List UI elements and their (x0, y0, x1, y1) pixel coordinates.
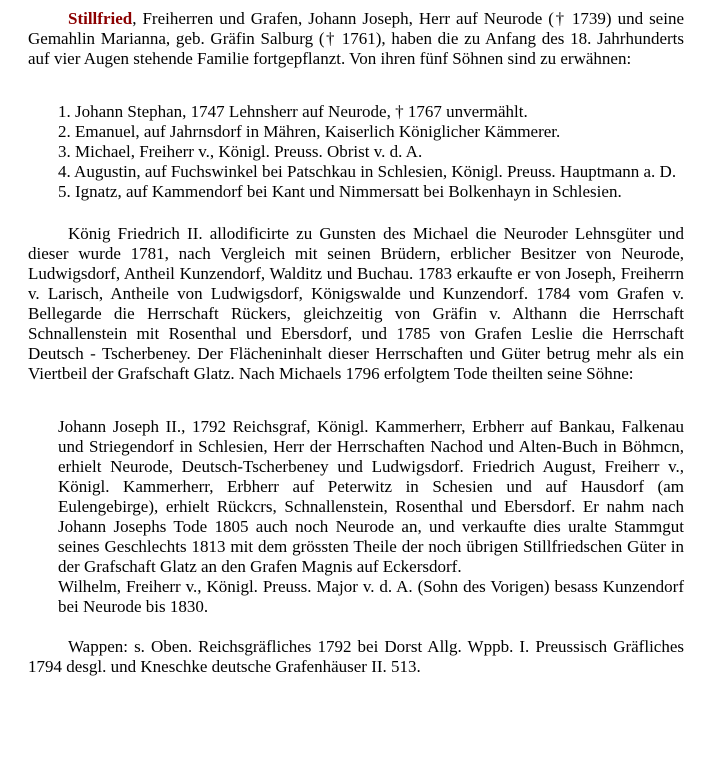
list-item: 4. Augustin, auf Fuchswinkel bei Patschkau in Schlesien, Königl. Preuss. Hauptmann a. D. (58, 162, 677, 181)
descendants-block (28, 417, 684, 617)
history-paragraph: König Friedrich II. allodificirte zu Gunsten des Michael die Neuroder Lehnsgüter und dieser wurde 1781, nach Vergleich mit seinen Brüdern, erblicher Besitzer von Neurode, Ludwigsdorf, Antheil Kunzendorf, Walditz und Buchau. 1783 erkaufte er von Joseph, Freiherrn v. Larisch, Antheile von Ludwigsdorf, Königswalde und Kunzendorf. 1784 vom Grafen v. Bellegarde die Herrschaft Rückers, gleichzeitig von Gräfin v. Althann die Herrschaft Schnallenstein mit Rosenthal und Ebersdorf, und 1785 von Grafen Leslie die Herrschaft Deutsch - Tscherbeney. Der Flächeninhalt dieser Herrschaften und Güter betrug mehr als ein Viertbeil der Grafschaft Glatz. Nach Michaels 1796 erfolgtem Tode theilten seine Söhne: (28, 224, 684, 383)
intro-text: , Freiherren und Grafen, Johann Joseph, Herr auf Neurode († 1739) und seine Gemahlin Marianna, geb. Gräfin Salburg († 1761), haben die zu Anfang des 18. Jahrhunderts auf vier Augen stehende Familie fortgepflanzt. Von ihren fünf Söhnen sind zu erwähnen: (28, 9, 684, 68)
descendant-entry: Wilhelm, Freiherr v., Königl. Preuss. Major v. d. A. (Sohn des Vorigen) besass Kunzendorf bei Neurode bis 1830. (58, 577, 684, 616)
intro-paragraph (28, 9, 684, 69)
arms-paragraph: Wappen: s. Oben. Reichsgräfliches 1792 bei Dorst Allg. Wppb. I. Preussisch Gräfliches 1794 desgl. und Kneschke deutsche Grafenhäuser II. 513. (28, 637, 684, 676)
document-page (28, 9, 684, 677)
sons-list (28, 102, 684, 202)
descendant-entry: Johann Joseph II., 1792 Reichsgraf, Königl. Kammerherr, Erbherr auf Bankau, Falkenau und Striegendorf in Schlesien, Herr der Herrschaften Nachod und Alten-Buch in Böhmcn, erhielt Neurode, Deutsch-Tscherbeney und Ludwigsdorf. Friedrich August, Freiherr v., Königl. Kammerherr, Erbherr auf Peterwitz in Schesien und auf Hausdorf (am Eulengebirge), erhielt Rückcrs, Schnallenstein, Rosenthal und Ebersdorf. Er nahm nach Johann Josephs Tode 1805 auch noch Neurode an, und verkaufte dies uralte Stammgut seines Geschlechts 1813 mit dem grössten Theile der noch übrigen Stillfriedschen Güter in der Grafschaft Glatz an den Grafen Magnis auf Eckersdorf. (58, 417, 684, 576)
list-item: 2. Emanuel, auf Jahrnsdorf in Mähren, Kaiserlich Königlicher Kämmerer. (58, 122, 561, 141)
list-item: 3. Michael, Freiherr v., Königl. Preuss. Obrist v. d. A. (58, 142, 423, 161)
family-name: Stillfried (68, 9, 133, 28)
list-item: 1. Johann Stephan, 1747 Lehnsherr auf Neurode, † 1767 unvermählt. (58, 102, 528, 121)
list-item: 5. Ignatz, auf Kammendorf bei Kant und Nimmersatt bei Bolkenhayn in Schlesien. (58, 182, 622, 201)
